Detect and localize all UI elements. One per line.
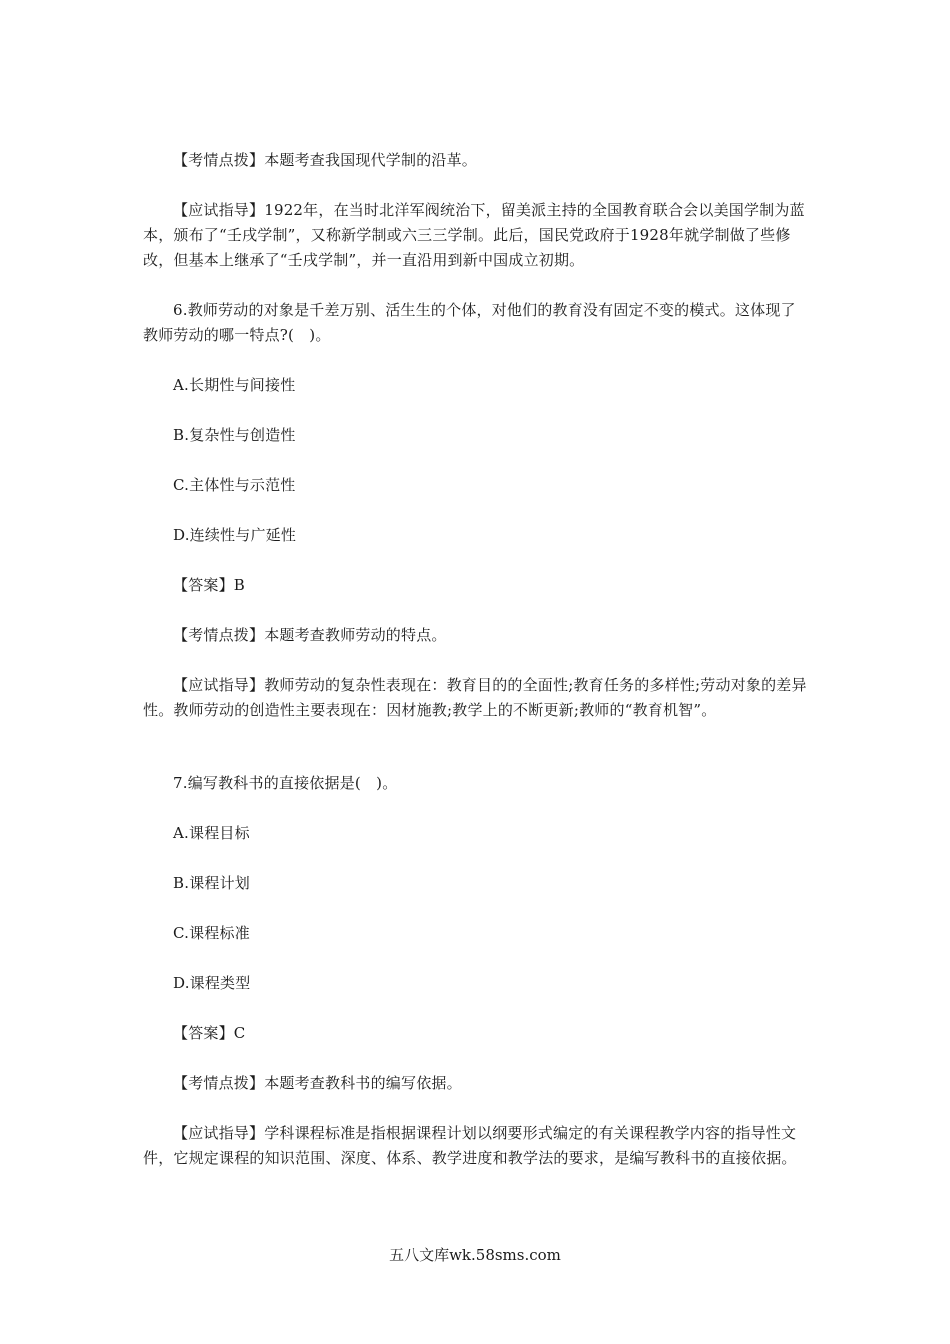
question-7-option-c: C.课程标准 [173, 924, 250, 942]
exam-point-paragraph: 【考情点拨】本题考查我国现代学制的沿革。 [173, 151, 478, 169]
question-6-option-c: C.主体性与示范性 [173, 476, 296, 494]
question-7-option-d: D.课程类型 [173, 974, 251, 992]
question-6-option-a: A.长期性与间接性 [173, 376, 296, 394]
question-7-stem: 7.编写教科书的直接依据是( )。 [173, 774, 398, 792]
question-6-stem: 6.教师劳动的对象是千差万别、活生生的个体，对他们的教育没有固定不变的模式。这体现了教师劳动的哪一特点?( )。 [143, 301, 796, 344]
question-7-option-a: A.课程目标 [173, 824, 250, 842]
question-6-option-d: D.连续性与广延性 [173, 526, 297, 544]
question-6-exam-point: 【考情点拨】本题考查教师劳动的特点。 [173, 626, 447, 644]
question-7-exam-point: 【考情点拨】本题考查教科书的编写依据。 [173, 1074, 462, 1092]
question-6-guidance: 【应试指导】教师劳动的复杂性表现在：教育目的的全面性;教育任务的多样性;劳动对象的差异性。教师劳动的创造性主要表现在：因材施教;教学上的不断更新;教师的“教育机智”。 [143, 676, 807, 719]
question-6-answer: 【答案】B [173, 576, 246, 594]
page-footer: 五八文库wk.58sms.com [389, 1246, 561, 1264]
question-7-option-b: B.课程计划 [173, 874, 250, 892]
question-7-guidance: 【应试指导】学科课程标准是指根据课程计划以纲要形式编定的有关课程教学内容的指导性文件，它规定课程的知识范围、深度、体系、教学进度和教学法的要求，是编写教科书的直接依据。 [143, 1124, 797, 1167]
question-6-option-b: B.复杂性与创造性 [173, 426, 296, 444]
guidance-paragraph: 【应试指导】1922年，在当时北洋军阀统治下，留美派主持的全国教育联合会以美国学制为蓝本，颁布了“壬戌学制”，又称新学制或六三三学制。此后，国民党政府于1928年就学制做了些修改，但基本上继承了“壬戌学制”，并一直沿用到新中国成立初期。 [143, 201, 805, 269]
question-7-answer: 【答案】C [173, 1024, 246, 1042]
